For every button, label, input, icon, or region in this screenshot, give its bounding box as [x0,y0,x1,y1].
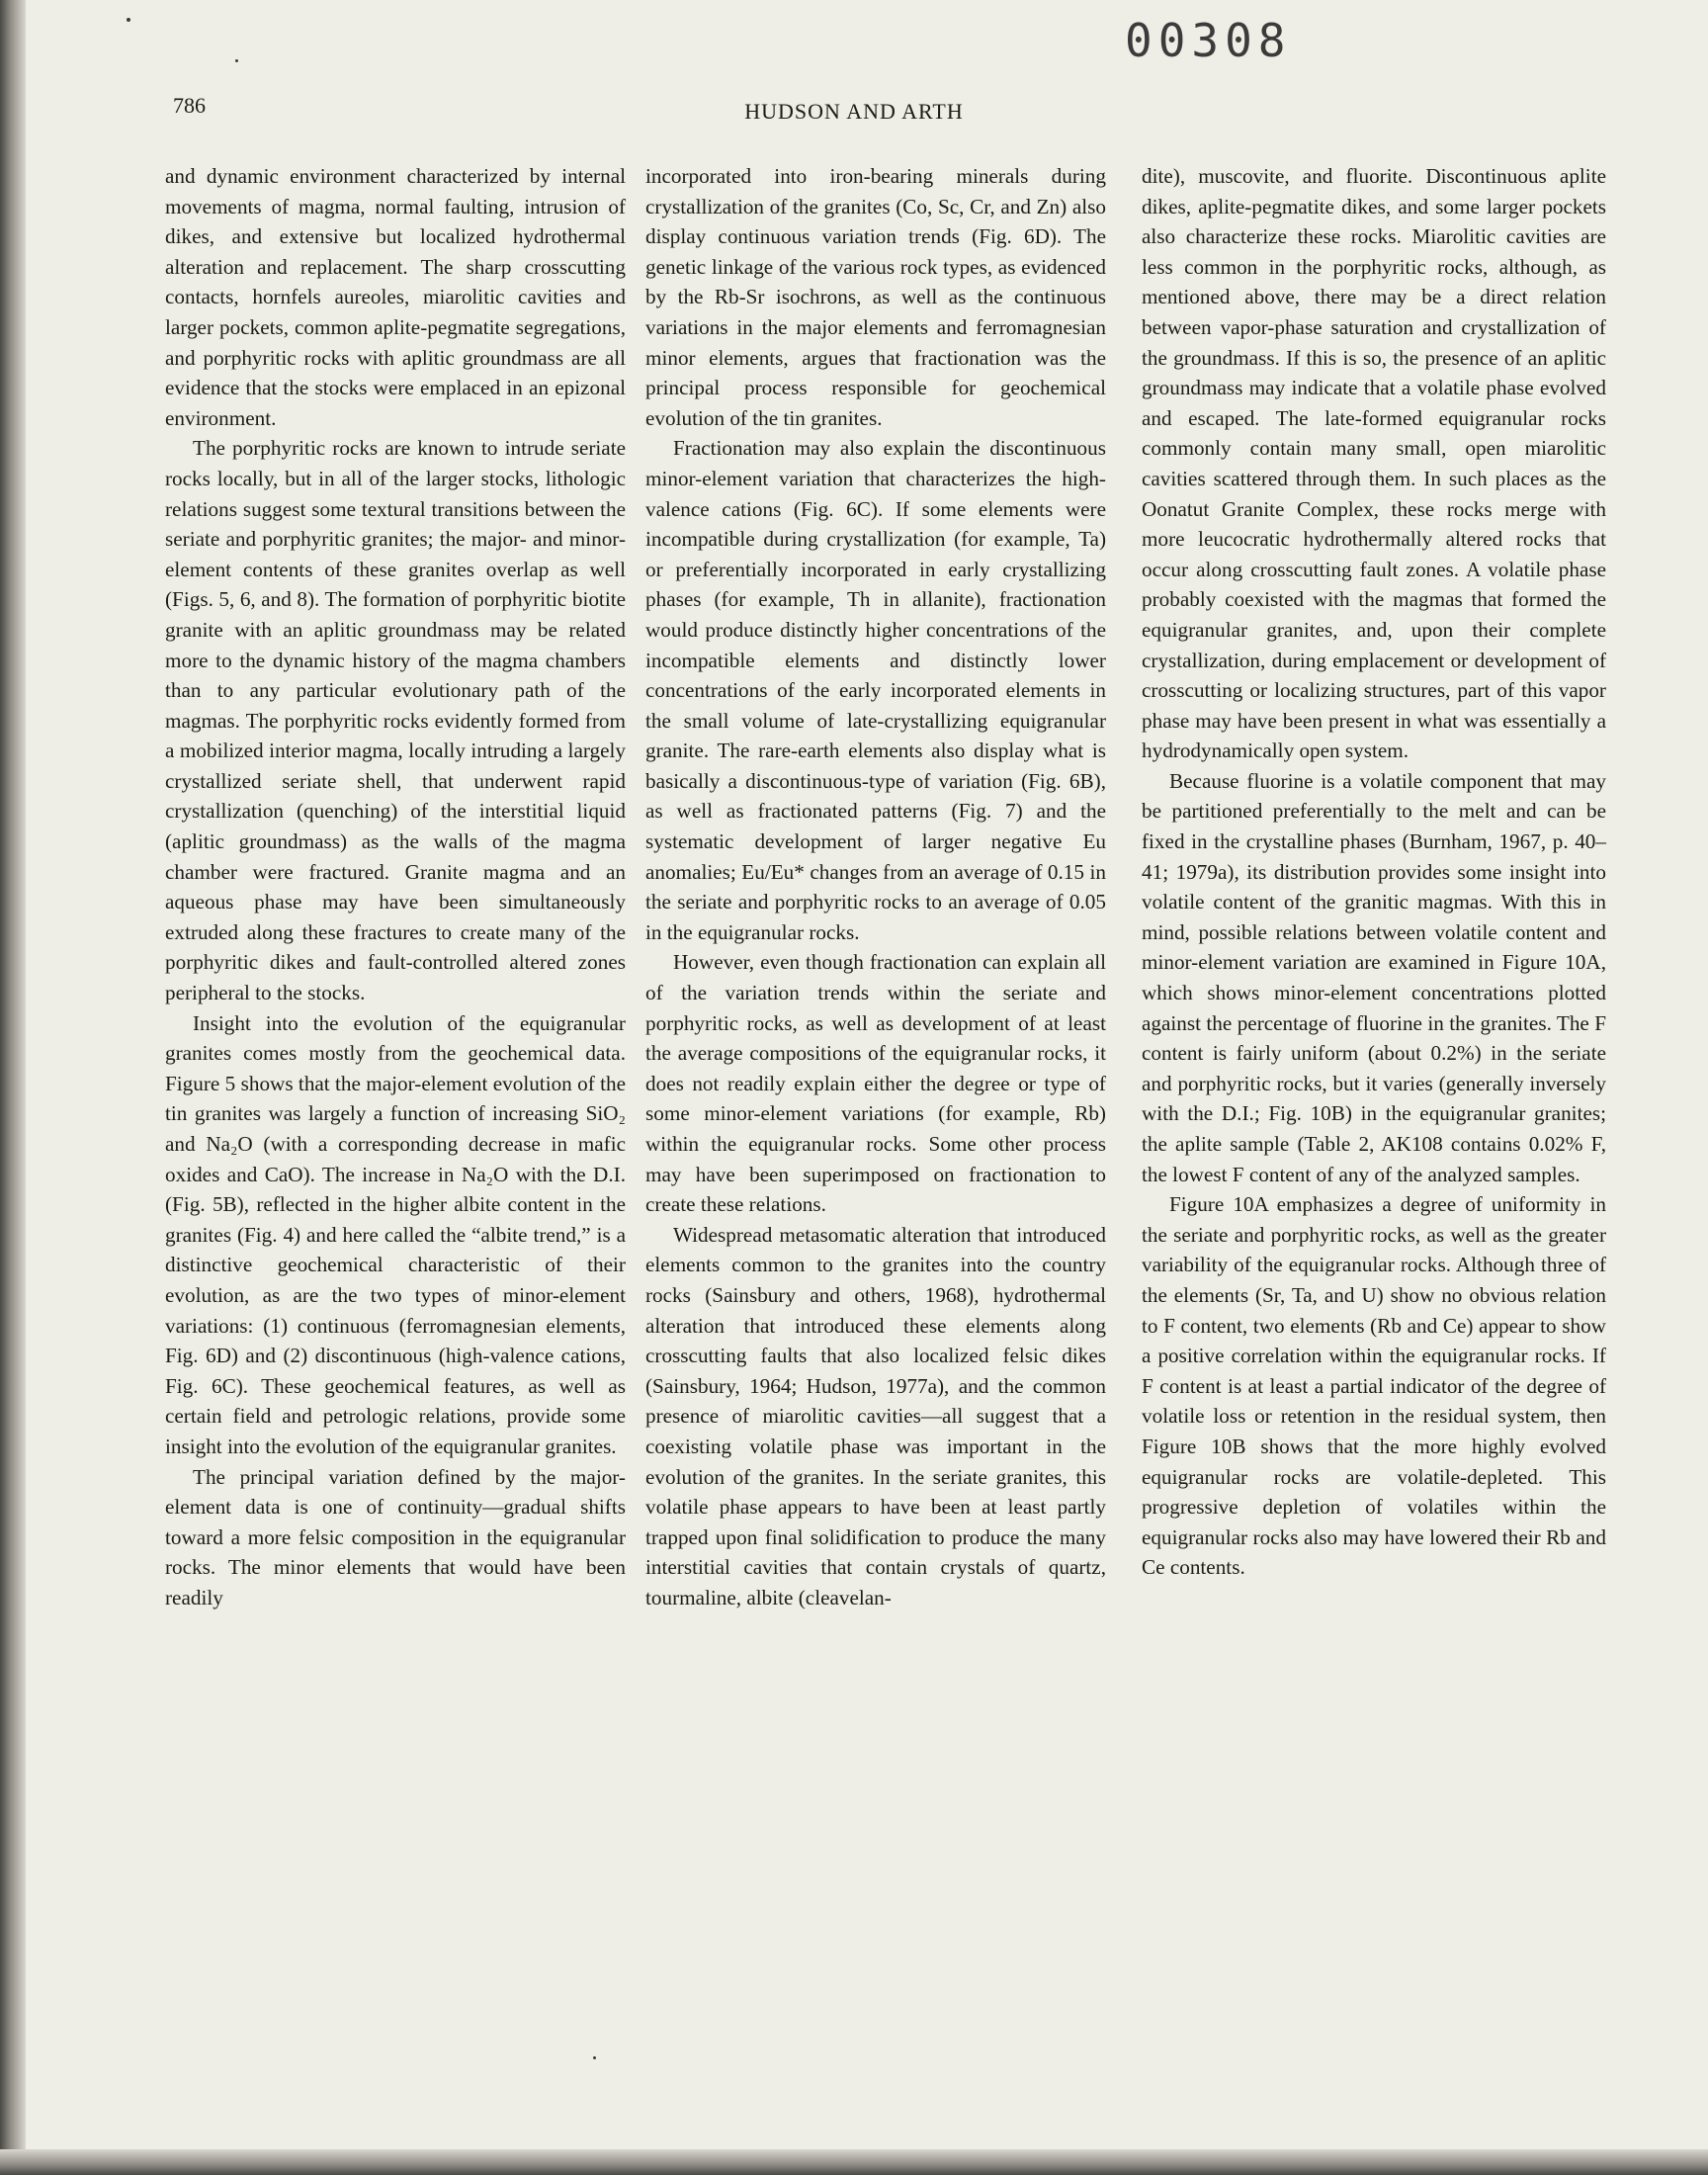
scan-speck [593,2056,596,2059]
paragraph: and dynamic environment characterized by internal movements of magma, normal faulting, intrusion of dikes, and extensive but localized hydrothermal alteration and replacement. The sharp crosscutting contacts, hornfels aureoles, miarolitic cavities and larger pockets, common aplite-pegmatite segregations, and porphyritic rocks with aplitic groundmass are all evidence that the stocks were emplaced in an epizonal environment. [165,164,626,430]
page-number: 786 [173,93,206,118]
paragraph: incorporated into iron-bearing minerals during crystallization of the granites (Co, Sc, Cr, and Zn) also display continuous variation trends (Fig. 6D). The genetic linkage of the various rock types, as evidenced by the Rb-Sr isochrons, as well as the continuous variations in the major elements and ferromagnesian minor elements, argues that fractionation was the principal process responsible for geochemical evolution of the tin granites. [645,164,1106,430]
paragraph: Fractionation may also explain the discontinuous minor-element variation that characterizes the high-valence cations (Fig. 6C). If some elements were incompatible during crystallization (for example, Ta) or preferentially incorporated in early crystallizing phases (for example, Th in allanite), fractionation would produce distinctly higher concentrations of the incompatible elements and distinctly lower concentrations of the early incorporated elements in the small volume of late-crystallizing equigranular granite. The rare-earth elements also display what is basically a discontinuous-type of variation (Fig. 6B), as well as fractionated patterns (Fig. 7) and the systematic development of larger negative Eu anomalies; Eu/Eu* changes from an average of 0.15 in the seriate and porphyritic rocks to an average of 0.05 in the equigranular rocks. [645,436,1106,944]
archive-stamp-number: 00308 [1125,14,1292,67]
paragraph: The porphyritic rocks are known to intrude seriate rocks locally, but in all of the larger stocks, lithologic relations suggest some textural transitions between the seriate and porphyritic granites; the major- and minor-element contents of these granites overlap as well (Figs. 5, 6, and 8). The formation of porphyritic biotite granite with an aplitic groundmass may be related more to the dynamic history of the magma chambers than to any particular evolutionary path of the magmas. The porphyritic rocks evidently formed from a mobilized interior magma, locally intruding a largely crystallized seriate shell, that underwent rapid crystallization (quenching) of the interstitial liquid (aplitic groundmass) as the walls of the magma chamber were fractured. Granite magma and an aqueous phase may have been simultaneously extruded along these fractures to create many of the porphyritic dikes and fault-controlled altered zones peripheral to the stocks. [165,436,626,1005]
scan-speck [127,18,130,22]
text-column-3 [1142,161,1606,1941]
paragraph: However, even though fractionation can explain all of the variation trends within the seriate and porphyritic rocks, as well as development of at least the average compositions of the equigranular rocks, it does not readily explain either the degree or type of some minor-element variations (for example, Rb) within the equigranular rocks. Some other process may have been superimposed on fractionation to create these relations. [645,950,1106,1217]
scan-speck [235,59,238,62]
paragraph: Insight into the evolution of the equigranular granites comes mostly from the geochemical data. Figure 5 shows that the major-element evolution of the tin granites was largely a function of increasing SiO₂ and Na₂O (with a corresponding decrease in mafic oxides and CaO). The increase in Na₂O with the D.I. (Fig. 5B), reflected in the higher albite content in the granites (Fig. 4) and here called the “albite trend,” is a distinctive geochemical characteristic of their evolution, as are the two types of minor-element variations: (1) continuous (ferromagnesian elements, Fig. 6D) and (2) discontinuous (high-valence cations, Fig. 6C). These geochemical features, as well as certain field and petrologic relations, provide some insight into the evolution of the equigranular granites. [165,1010,626,1458]
text-column-2 [645,161,1106,1941]
paragraph: Figure 10A emphasizes a degree of uniformity in the seriate and porphyritic rocks, as well as the greater variability of the equigranular rocks. Although three of the elements (Sr, Ta, and U) show no obvious relation to F content, two elements (Rb and Ce) appear to show a positive correlation within the equigranular rocks. If F content is at least a partial indicator of the degree of volatile loss or retention in the residual system, then Figure 10B shows that the more highly evolved equigranular rocks are volatile-depleted. This progressive depletion of volatiles within the equigranular rocks also may have lowered their Rb and Ce contents. [1142,1192,1606,1580]
text-column-1 [165,161,626,1941]
running-head: HUDSON AND ARTH [744,99,964,124]
scan-edge-bottom [0,2149,1708,2175]
paragraph: The principal variation defined by the major-element data is one of continuity—gradual shifts toward a more felsic composition in the equigranular rocks. The minor elements that would have been readily [165,1464,626,1610]
paragraph: Widespread metasomatic alteration that introduced elements common to the granites into the country rocks (Sainsbury and others, 1968), hydrothermal alteration that introduced these elements along crosscutting faults that also localized felsic dikes (Sainsbury, 1964; Hudson, 1977a), and the common presence of miarolitic cavities—all suggest that a coexisting volatile phase was important in the evolution of the granites. In the seriate granites, this volatile phase appears to have been at least partly trapped upon final solidification to produce the many interstitial cavities that contain crystals of quartz, tourmaline, albite (cleavelan- [645,1222,1106,1610]
paragraph: dite), muscovite, and fluorite. Discontinuous aplite dikes, aplite-pegmatite dikes, and some larger pockets also characterize these rocks. Miarolitic cavities are less common in the porphyritic rocks, although, as mentioned above, there may be a direct relation between vapor-phase saturation and crystallization of the groundmass. If this is so, the presence of an aplitic groundmass may indicate that a volatile phase evolved and escaped. The late-formed equigranular rocks commonly contain many small, open miarolitic cavities scattered through them. In such places as the Oonatut Granite Complex, these rocks merge with more leucocratic hydrothermally altered rocks that occur along crosscutting fault zones. A volatile phase probably coexisted with the magmas that formed the equigranular granites, and, upon their complete crystallization, during emplacement or development of crosscutting or localizing structures, part of this vapor phase may have been present in what was essentially a hydrodynamically open system. [1142,164,1606,763]
scan-edge-left [0,0,26,2175]
paragraph: Because fluorine is a volatile component that may be partitioned preferentially to the melt and can be fixed in the crystalline phases (Burnham, 1967, p. 40–41; 1979a), its distribution provides some insight into volatile content of the granitic magmas. With this in mind, possible relations between volatile content and minor-element variation are examined in Figure 10A, which shows minor-element concentrations plotted against the percentage of fluorine in the granites. The F content is fairly uniform (about 0.2%) in the seriate and porphyritic rocks, but it varies (generally inversely with the D.I.; Fig. 10B) in the equigranular granites; the aplite sample (Table 2, AK108 contains 0.02% F, the lowest F content of any of the analyzed samples. [1142,768,1606,1186]
